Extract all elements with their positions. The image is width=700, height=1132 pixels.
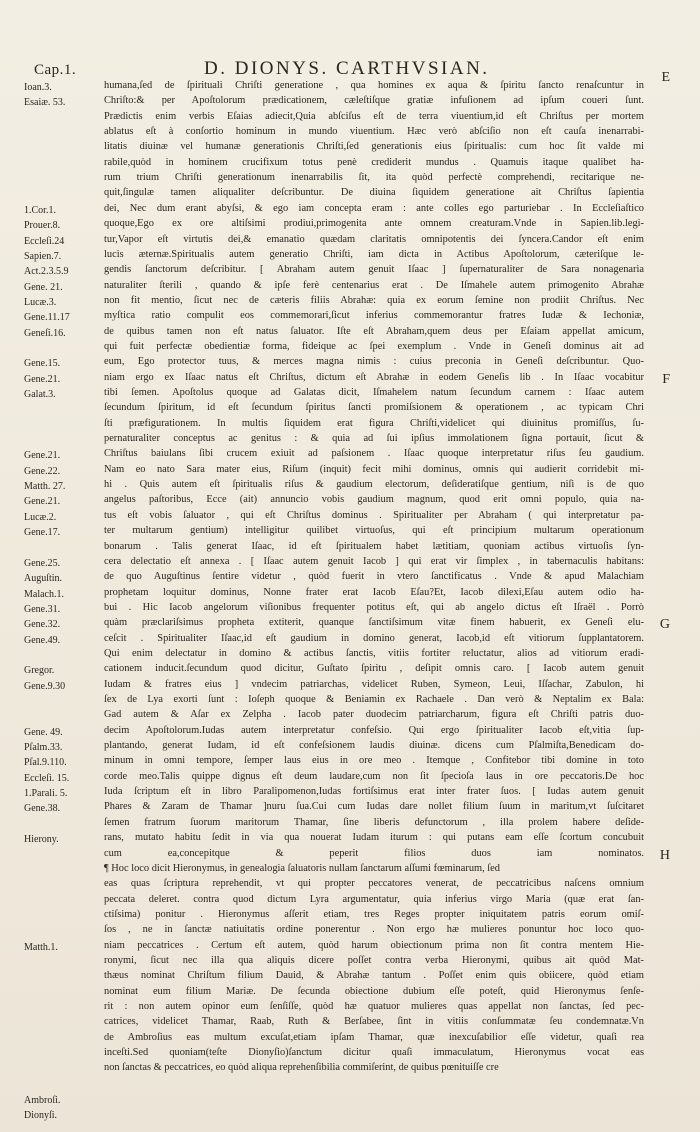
text-line: pernaturaliter conceptus ac genitus : & quia ad ſui ipſius immolationem ſigna portauit, ſicut & [104, 433, 644, 445]
chapter-label: Cap.1. [34, 62, 77, 78]
margin-note: Esaiæ. 53. [24, 97, 66, 109]
margin-note: Lucæ.3. [24, 296, 57, 308]
text-line: naturaliter ſterili , quando & ipſe ferè centenarius erat . De Iſmahele autem primogenito Abrahæ [104, 279, 644, 291]
section-marker: G [659, 617, 670, 633]
text-line: niam peccatrices . Certum eſt autem, quòd harum obiectionum prima non ſit contra mentem Hie- [104, 939, 644, 951]
margin-note: Lucæ.2. [24, 511, 57, 523]
text-line: cationem inducit.ſecundum quod dicitur, Guſtato ſpiritu , deſipit omnis caro. [ Iacob autem genuit [104, 663, 644, 675]
margin-note: Gene.15. [24, 358, 61, 370]
margin-note: Gene.25. [24, 557, 61, 569]
text-line: ſti præfigurationem. In multis ſiquidem erat figura Chriſti,videlicet qui diuinitus promiſſus, ſu- [104, 417, 644, 429]
text-line: inceſti.Sed quoniam(teſte Dionyſio)ſanctum dicitur quaſi immaculatum, Hieronymus vocat eas [104, 1047, 644, 1059]
text-line: Phares & Zaram de Thamar ]nuru ſua.Cui cum Iudas dare nollet filium ſuum in maritum,vt ſuſcitaret [104, 801, 644, 813]
margin-note: Ioan.3. [24, 82, 52, 93]
text-line: de quibus tamen non eſt natus ſaluator. Iſte eſt Abraham,quem deus per Eſaiam appellat amicum, [104, 325, 644, 337]
text-line: plantando, generat Iudam, id eſt confeſsionem laudis diuinæ. dicens cum Pſalmiſta,Benedicam do- [104, 740, 644, 752]
margin-note: Gene.22. [24, 465, 61, 477]
text-line: quàm præclariſsimus propheta extiterit, quanque ſanctiſsimum vitæ finem habuerit, ex Geneſi elu- [104, 617, 644, 629]
margin-note: Act.2.3.5.9 [24, 266, 69, 278]
text-line: ronymi, ſicut nec illa qua aliquis dicere poſſet contra verba Hieronymi, quibus ait quòd Mat- [104, 954, 644, 966]
text-line: ablatus eſt à conſortio hominum in mundo viuentium. Hæc verò abſciſio non eſt cauſa inenarrabi- [104, 126, 644, 138]
text-line: litatis diuinæ vel humanæ generationis Chriſti,ſed generationis eius ſpiritualis: cum hoc ſit valde mi [104, 141, 644, 153]
text-line: peccata deleret. contra quod dictum Lyra argumentatur, quia inferius virgo Maria (quæ erat ſan- [104, 893, 644, 905]
margin-note: Geneſi.16. [24, 327, 66, 339]
text-line: qui fuit perfectæ obedientiæ forma, fideique ac ſpei exemplum . Vnde in Geneſi dominus ait ad [104, 340, 644, 352]
margin-note: Gene.38. [24, 803, 61, 815]
text-line: ctiſsima) ponitur . Hieronymus aſſerit etiam, tres Reges propter iniquitatem patris eorum omiſ- [104, 908, 644, 920]
text-line: Prædictis enim verbis Eſaias adiecit,Quia abſciſus eſt de terra viuentium,id eſt Chriſtus per mortem [104, 110, 644, 122]
text-line: humana,ſed de ſpirituali Chriſti generatione , qua homines ex aqua & ſpiritu ſancto renaſcuntur in [104, 80, 644, 91]
margin-note: Gene.11.17 [24, 312, 70, 324]
text-line: eum, Ego protector tuus, & merces magna nimis : cuius preconia in Geneſi deſcribuntur. Quo- [104, 356, 644, 368]
section-marker: H [659, 847, 670, 863]
text-line: lucis æternæ.Spiritualis autem generatio Chriſti, iam dicta in Actibus Apoſtolorum, cæteriſque le- [104, 248, 644, 260]
margin-note: Eccleſi.24 [24, 235, 65, 247]
text-line: quit,ſingulæ tamen aliqualiter deſcribuntur. De diuina ſiquidem generatione ait Chriſtus ſapientia [104, 187, 644, 199]
text-line: quoque,Ego ex ore altiſsimi prodiui,primogenita ante omnem creaturam.Vnde in Sapien.lib.legi- [104, 218, 644, 230]
text-line: gendis ſanctorum deſcribitur. [ Abraham autem genuit Iſaac ] ſupernaturaliter de Sara nonagenaria [104, 264, 644, 276]
margin-note: Gene. 21. [24, 281, 63, 293]
text-line: tibi ſemen. Apoſtolus quoque ad Galatas dicit, Iſmahelem natum ſecundum carnem : Iſaac autem [104, 387, 644, 398]
margin-note: Gene.17. [24, 527, 61, 539]
margin-note: Eccleſi. 15. [24, 772, 70, 784]
margin-note: Matth. 27. [24, 481, 66, 493]
text-line: ſos , ne in ſanctæ natiuitatis ordine ponerentur . Non ergo hæ mulieres ponuntur hoc loco quo- [104, 924, 644, 936]
text-line: thæus nominat Chriſtum filium Dauid, & Abrahæ tantum . Poſſet enim quis obiicere, quòd etiam [104, 970, 644, 982]
text-line: rans, mutato habitu ſedit in via qua nouerat Iudam iturum : qui putans eam eſſe ſcortum concubuit [104, 832, 644, 844]
text-line: Iudam & fratres eius ] vndecim patriarchas, videlicet Ruben, Symeon, Leui, Iſſachar, Zabulon, hi [104, 678, 644, 690]
margin-note: Galat.3. [24, 389, 56, 400]
text-line: ſex de Lya exorti ſunt : Ioſeph quoque & Beniamin ex Rachaele . Dan verò & Neptalim ex Bala: [104, 694, 644, 705]
margin-note: Gene.21. [24, 373, 61, 385]
text-line: Iuda ſcriptum eſt in libro Paralipomenon,Iudas fortiſsimus erat inter frater ſuos. [ Iudas autem genuit [104, 786, 644, 798]
text-line: Chriſto:& per Apoſtolorum prædicationem, cæleſtiſque gratiæ infuſionem ad ipſum coueri ſunt. [104, 95, 644, 107]
margin-note: Gene.21. [24, 450, 61, 462]
text-line: de Ambroſius eas multum excuſat,etiam ipſam Thamar, quæ inexcuſabilior eſſe videtur, quaſi rea [104, 1031, 644, 1043]
text-line: rabile,quòd in hominem crucifixum totus penè crediderit mundus . Quamuis itaque qualibet ha- [104, 156, 644, 168]
text-line: angelus paſtoribus, Ecce (ait) annuncio vobis gaudium magnum, quod erit omni populo, quia na- [104, 494, 644, 506]
margin-note: 1.Cor.1. [24, 204, 56, 216]
text-line: hi . Quis autem eſt ſpiritualis riſus & gaudium electorum, deſideratiſque gentium, niſi is de quo [104, 479, 644, 491]
text-line: decim Apoſtolorum.Iudas autem interpretatur confeſsio. Qui ergo ſpiritualiter Iacob eſt,vitia ſup- [104, 724, 644, 736]
text-line: tus eſt vobis ſaluator , qui eſt Chriſtus dominus . Spiritualiter per Abraham ( qui interpretatur pa- [104, 509, 644, 521]
text-line: Gad autem & Aſar ex Zelpha . Iacob pater duodecim patriarcharum, figura eſt Chriſti patris duo- [104, 709, 644, 721]
text-line: bonarum . Talis generat Iſaac, id eſt ſpiritualem habet lætitiam, quoniam actibus virtuoſis ſyn- [104, 540, 644, 552]
text-line: ter multarum gentium) intelligitur quilibet virtuoſus, qui eſt principium multarum operationum [104, 525, 644, 537]
margin-note: Sapien.7. [24, 250, 62, 262]
text-line: cum ea,concepitque & peperit filios duos iam nominatos. [104, 847, 644, 859]
text-line: bui . Hic Iacob angelorum viſionibus frequenter potitus eſt, qui ab angelo dictus eſt Iſraël . Porrò [104, 601, 644, 613]
text-line: catrices, videlicet Thamar, Raab, Ruth & Berſabee, ſint in vitiis conſummatæ ſeu condemnatæ.Vn [104, 1016, 644, 1028]
margin-note: Gene.9.30 [24, 680, 66, 692]
margin-note: Prouer.8. [24, 220, 61, 232]
page-title: D. DIONYS. CARTHVSIAN. [204, 58, 490, 79]
section-letter: E [661, 70, 670, 85]
margin-note: Pſalm.33. [24, 742, 63, 754]
margin-note: Hierony. [24, 834, 59, 846]
text-line: corde meo.Talis quippe dignus eſt deum laudare,cum non ſit ſpecioſa laus in ore peccatoris.De hoc [104, 770, 644, 782]
text-line: minum in omni tempore, ſemper laus eius in ore meo . Itemque , Confitebor tibi domine in toto [104, 755, 644, 767]
margin-note: Ambroſi. [24, 1095, 61, 1107]
margin-note: Gene.21. [24, 496, 61, 508]
margin-note: Gene.32. [24, 619, 61, 631]
text-line: rum trium Chriſti generationum inenarrabilis ſit, ita quòd perfectè comprehendi, recitarique ne- [104, 172, 644, 184]
margin-note: Gene.31. [24, 603, 61, 615]
text-line: tur,Vapor eſt virtutis dei,& emanatio quædam claritatis omnipotentis dei ſyncera.Candor eſt enim [104, 233, 644, 245]
text-line: non fit mentio, ſicut nec de cæteris filiis Abrahæ: quia ex eorum ſemine non prodiit Chriſtus. Nec [104, 294, 644, 306]
margin-note: Pſal.9.110. [24, 757, 67, 769]
text-line: ſecundum ſpiritum, id eſt ſecundum ſpiritus ſancti promiſsionem & operationem , ac typicam Chri [104, 402, 644, 414]
text-line: Chriſtus baiulans ſibi crucem exiuit ad paſsionem . Iſaac quoque interpretatur riſus ſeu gaudium. [104, 448, 644, 460]
margin-note: Dionyſi. [24, 1110, 58, 1122]
text-line: non ſanctas & peccatrices, eo quòd aliqua reprehenſibilia commiſerint, de quibus pœnituiſſe cre [104, 1062, 499, 1074]
margin-note: Gene.49. [24, 634, 61, 646]
text-line: ſemen fratrum ſuorum maritorum Thamar, ſine liberis defunctorum , illa prolem habere deſide- [104, 816, 644, 828]
margin-note: Matth.1. [24, 941, 58, 953]
margin-note: Auguſtin. [24, 573, 63, 585]
text-line: niam ergo ex Iſaac natus eſt Chriſtus, dictum eſt Abrahæ in eodem Geneſis lib . In Iſaac vocabitur [104, 371, 644, 383]
text-line: cera delectatio eſt annexa . [ Iſaac autem genuit Iacob ] qui erat vir ſimplex , in tabernaculis habitans: [104, 555, 644, 567]
margin-note: Gregor. [24, 665, 55, 677]
text-line: ¶ Hoc loco dicit Hieronymus, in genealogia ſaluatoris nullam ſanctarum aſſumi fœminarum, ſed [104, 862, 500, 874]
margin-note: 1.Parali. 5. [24, 788, 68, 800]
text-line: nominat eum filium Mariæ. De ſecunda obiectione dubium eſſe poteſt, quid Hieronymus ſenſe- [104, 985, 644, 997]
text-line: Qui enim delectatur in domino & actibus ſanctis, vitiis fortiter reluctatur, alios ad vitiorum eradi- [104, 647, 644, 659]
text-line: dei, Nec dum erant abyſsi, & ego iam concepta eram : ante colles ego parturiebar . In Eccleſiaſtico [104, 202, 644, 214]
margin-note: Malach.1. [24, 588, 64, 600]
text-line: eas quas ſcriptura reprehendit, vt qui propter peccatores venerat, de peccatricibus naſcens omnium [104, 878, 644, 890]
text-line: de quo Auguſtinus ſentire videtur , quòd fuerit in vtero ſanctificatus . Vnde & apud Malachiam [104, 571, 644, 583]
text-line: ceſcit . Spiritualiter Iſaac,id eſt gaudium in domino generat, Iacob,id eſt vitiorum ſupplantatorem. [104, 632, 644, 644]
text-line: Nam eo nato Sara mater eius, Riſum (inquit) fecit mihi dominus, omnis qui audierit corridebit mi- [104, 463, 644, 475]
margin-note: Gene. 49. [24, 726, 63, 738]
text-line: prophetam loquitur dominus, Nonne frater erat Iacob Eſau?Et, Iacob dilexi,Eſau autem odio ha- [104, 586, 644, 598]
section-marker: F [662, 371, 670, 387]
text-line: myſtica ratio compulit eos commemorari,ſicut inferius commemorantur fratres Iudæ & Iechoniæ, [104, 310, 644, 322]
text-line: rit : non autem opinor eum ſenſiſſe, quòd hæ quatuor mulieres quas appellat non ſanctas, ſed pec- [104, 1001, 644, 1012]
